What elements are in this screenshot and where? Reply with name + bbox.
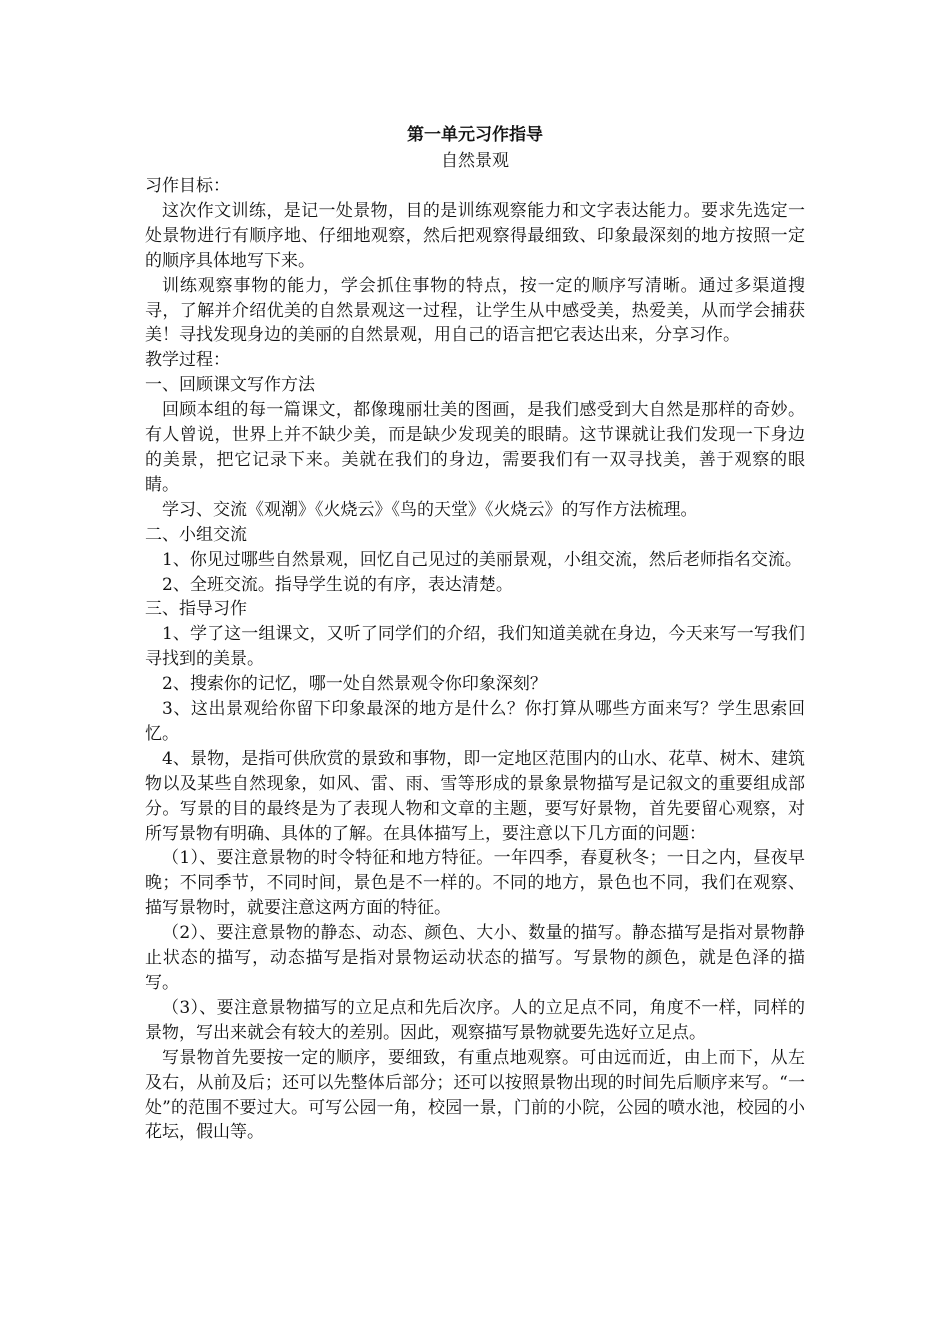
subheading-review: 一、回顾课文写作方法	[145, 375, 315, 396]
list-item-sub-1: （1）、要注意景物的时令特征和地方特征。一年四季，春夏秋冬；一日之内，昼夜早晚；不同季节，不同时间，景色是不一样的。不同的地方，景色也不同，我们在观察、描写景物时，就要注意这两方面的特征。	[145, 848, 805, 919]
document-subtitle: 自然景观	[441, 151, 509, 171]
list-item-guide-3: 3、这出景观给你留下印象最深的地方是什么？你打算从哪些方面来写？学生思索回忆。	[145, 699, 805, 744]
subheading-group: 二、小组交流	[145, 524, 247, 545]
section-heading-process: 教学过程：	[145, 350, 230, 371]
paragraph-conclusion: 写景物首先要按一定的顺序，要细致，有重点地观察。可由远而近，由上而下，从左及右，从前及后；还可以先整体后部分；还可以按照景物出现的时间先后顺序来写。“一处”的范围不要过大。可写公园一角，校园一景，门前的小院，公园的喷水池，校园的小花坛，假山等。	[145, 1047, 805, 1143]
list-item-group-2: 2、全班交流。指导学生说的有序，表达清楚。	[162, 574, 513, 595]
subheading-guide: 三、指导习作	[145, 599, 247, 620]
list-item-guide-2: 2、搜索你的记忆，哪一处自然景观令你印象深刻？	[162, 674, 547, 695]
section-heading-goals: 习作目标：	[145, 176, 230, 196]
document-page	[145, 122, 805, 1145]
list-item-guide-1: 1、学了这一组课文，又听了同学们的介绍，我们知道美就在身边，今天来写一写我们寻找到的美景。	[145, 624, 805, 670]
list-item-group-1: 1、你见过哪些自然景观，回忆自己见过的美丽景观，小组交流，然后老师指名交流。	[162, 549, 802, 570]
document-title: 第一单元习作指导	[407, 125, 543, 145]
paragraph-goal-2: 训练观察事物的能力，学会抓住事物的特点，按一定的顺序写清晰。通过多渠道搜寻，了解并介绍优美的自然景观这一过程，让学生从中感受美，热爱美，从而学会捕获美！寻找发现身边的美丽的自然景观，用自己的语言把它表达出来，分享习作。	[145, 275, 805, 346]
list-item-guide-4: 4、景物，是指可供欣赏的景致和事物，即一定地区范围内的山水、花草、树木、建筑物以及某些自然现象，如风、雷、雨、雪等形成的景象景物描写是记叙文的重要组成部分。写景的目的最终是为了表现人物和文章的主题，要写好景物，首先要留心观察，对所写景物有明确、具体的了解。在具体描写上，要注意以下几方面的问题：	[145, 748, 805, 844]
list-item-sub-3: （3）、要注意景物描写的立足点和先后次序。人的立足点不同，角度不一样，同样的景物，写出来就会有较大的差别。因此，观察描写景物就要先选好立足点。	[145, 997, 805, 1043]
paragraph-study: 学习、交流《观潮》《火烧云》《鸟的天堂》《火烧云》的写作方法梳理。	[162, 499, 698, 520]
list-item-sub-2: （2）、要注意景物的静态、动态、颜色、大小、数量的描写。静态描写是指对景物静止状态的描写，动态描写是指对景物运动状态的描写。写景物的颜色，就是色泽的描写。	[145, 923, 805, 993]
paragraph-goal-1: 这次作文训练，是记一处景物，目的是训练观察能力和文字表达能力。要求先选定一处景物进行有顺序地、仔细地观察，然后把观察得最细致、印象最深刻的地方按照一定的顺序具体地写下来。	[145, 200, 805, 271]
paragraph-review: 回顾本组的每一篇课文，都像瑰丽壮美的图画，是我们感受到大自然是那样的奇妙。有人曾说，世界上并不缺少美，而是缺少发现美的眼睛。这节课就让我们发现一下身边的美景，把它记录下来。美就在我们的身边，需要我们有一双寻找美，善于观察的眼睛。	[145, 400, 805, 495]
